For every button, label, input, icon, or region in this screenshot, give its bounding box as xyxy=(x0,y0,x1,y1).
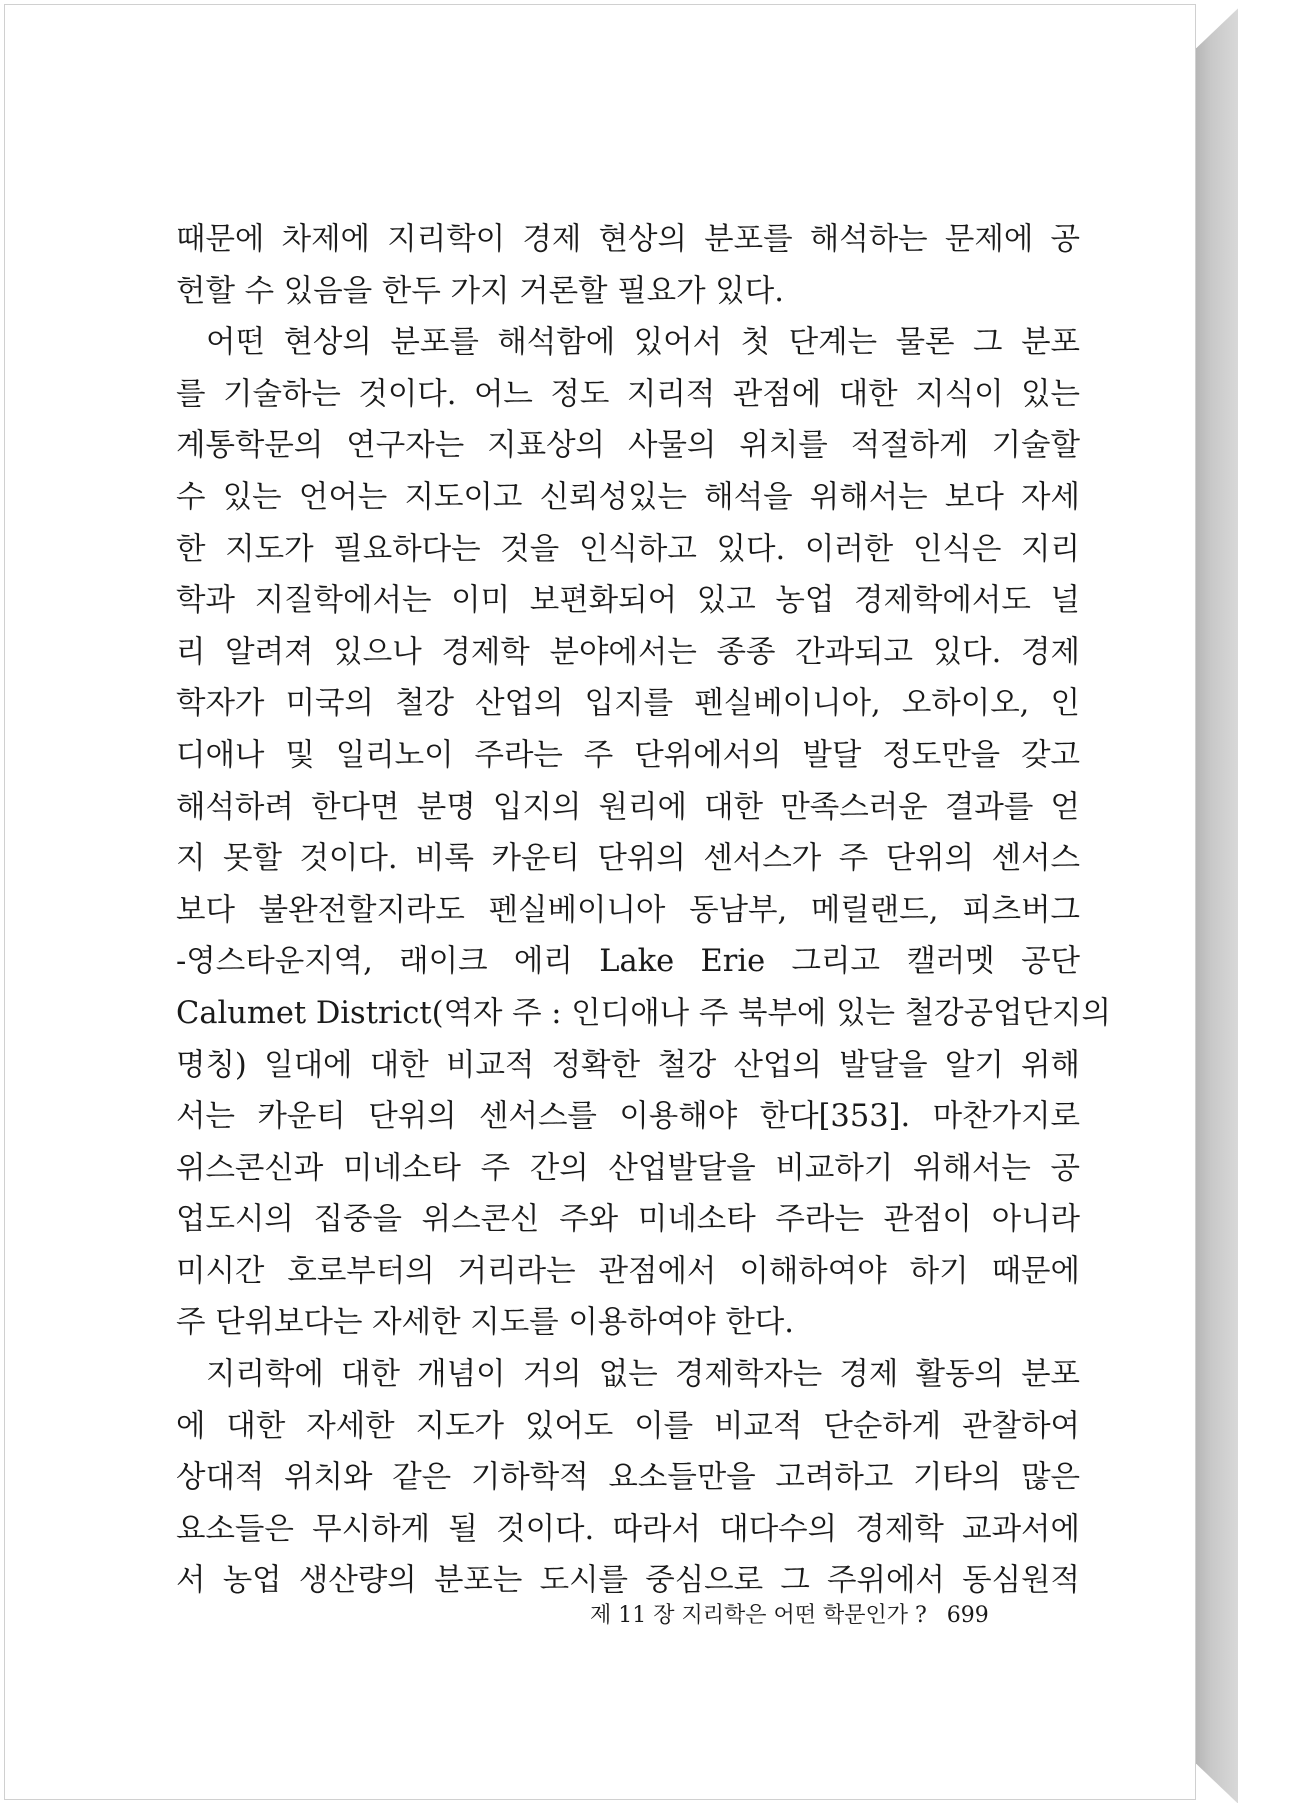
text-line: 해석하려 한다면 분명 입지의 원리에 대한 만족스러운 결과를 얻 xyxy=(176,789,1080,825)
body-text xyxy=(176,214,1111,1607)
text-line: Calumet District(역자 주 : 인디애나 주 북부에 있는 철강공업단지의 xyxy=(176,995,1111,1031)
paragraph xyxy=(176,214,1080,317)
running-head: 제 11 장 지리학은 어떤 학문인가 ? xyxy=(590,1603,927,1628)
text-line: 위스콘신과 미네소타 주 간의 산업발달을 비교하기 위해서는 공 xyxy=(176,1150,1080,1186)
text-line: 때문에 차제에 지리학이 경제 현상의 분포를 해석하는 문제에 공 xyxy=(176,222,1080,257)
text-line: 디애나 및 일리노이 주라는 주 단위에서의 발달 정도만을 갖고 xyxy=(176,737,1080,773)
running-footer xyxy=(590,1598,989,1629)
text-line: 요소들은 무시하게 될 것이다. 따라서 대다수의 경제학 교과서에 xyxy=(176,1511,1080,1547)
text-line: 보다 불완전할지라도 펜실베이니아 동남부, 메릴랜드, 피츠버그 xyxy=(176,892,1080,928)
text-line: 지리학에 대한 개념이 거의 없는 경제학자는 경제 활동의 분포 xyxy=(206,1357,1080,1393)
text-line: 상대적 위치와 같은 기하학적 요소들만을 고려하고 기타의 많은 xyxy=(176,1460,1080,1496)
text-line: 학과 지질학에서는 이미 보편화되어 있고 농업 경제학에서도 널 xyxy=(176,583,1080,619)
text-line: -영스타운지역, 래이크 에리 Lake Erie 그리고 캘러멧 공단 xyxy=(176,944,1080,980)
text-line: 주 단위보다는 자세한 지도를 이용하여야 한다. xyxy=(176,1305,794,1341)
text-line: 미시간 호로부터의 거리라는 관점에서 이해하여야 하기 때문에 xyxy=(176,1253,1080,1289)
text-line: 학자가 미국의 철강 산업의 입지를 펜실베이니아, 오하이오, 인 xyxy=(176,686,1080,722)
text-line: 한 지도가 필요하다는 것을 인식하고 있다. 이러한 인식은 지리 xyxy=(176,531,1080,567)
text-line: 리 알려져 있으나 경제학 분야에서는 종종 간과되고 있다. 경제 xyxy=(176,634,1080,670)
text-line: 헌할 수 있음을 한두 가지 거론할 필요가 있다. xyxy=(176,273,784,309)
text-line: 수 있는 언어는 지도이고 신뢰성있는 해석을 위해서는 보다 자세 xyxy=(176,479,1080,515)
text-line: 업도시의 집중을 위스콘신 주와 미네소타 주라는 관점이 아니라 xyxy=(176,1202,1080,1238)
text-line: 지 못할 것이다. 비록 카운티 단위의 센서스가 주 단위의 센서스 xyxy=(176,841,1080,877)
text-line: 명칭) 일대에 대한 비교적 정확한 철강 산업의 발달을 알기 위해 xyxy=(176,1047,1080,1083)
text-line: 에 대한 자세한 지도가 있어도 이를 비교적 단순하게 관찰하여 xyxy=(176,1408,1080,1444)
page-number: 699 xyxy=(946,1603,989,1628)
page-edge-shadow-top xyxy=(1196,8,1238,48)
paragraph xyxy=(176,317,1111,1349)
page-edge-shadow-bottom xyxy=(1196,1764,1238,1804)
text-line: 서 농업 생산량의 분포는 도시를 중심으로 그 주위에서 동심원적 xyxy=(176,1563,1080,1599)
text-line: 서는 카운티 단위의 센서스를 이용해야 한다[353]. 마찬가지로 xyxy=(176,1099,1080,1135)
page-edge-shadow xyxy=(1196,8,1238,1803)
text-line: 를 기술하는 것이다. 어느 정도 지리적 관점에 대한 지식이 있는 xyxy=(176,376,1080,412)
text-line: 어떤 현상의 분포를 해석함에 있어서 첫 단계는 물론 그 분포 xyxy=(206,325,1080,361)
text-line: 계통학문의 연구자는 지표상의 사물의 위치를 적절하게 기술할 xyxy=(176,428,1080,464)
paragraph xyxy=(176,1349,1080,1607)
